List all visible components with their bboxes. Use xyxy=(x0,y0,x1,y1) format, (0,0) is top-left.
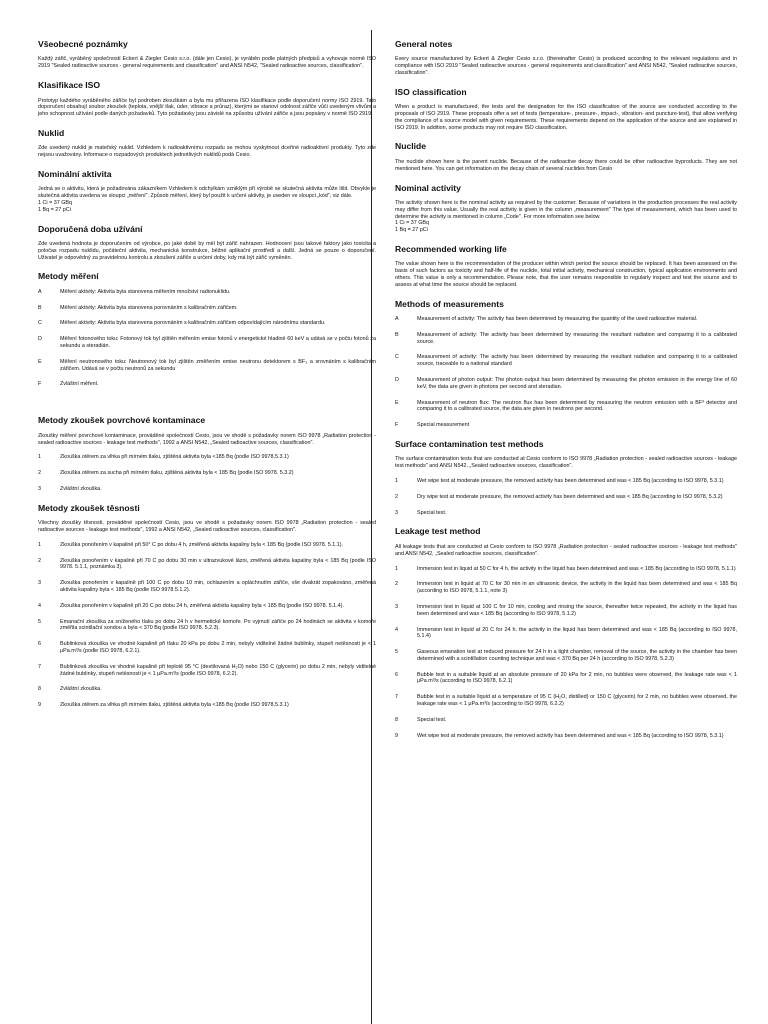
list-item xyxy=(38,641,376,655)
list-item xyxy=(395,422,737,429)
section-leak-tests-cz xyxy=(38,504,376,709)
list-item xyxy=(38,664,376,678)
item-marker: 9 xyxy=(38,702,41,709)
item-text: Immersion test in liquid at 20 C for 24 h. the activity in the liquid has been determined and was < 185 Bq (according to ISO 9978, 5.1.4) xyxy=(417,626,737,640)
item-marker: C xyxy=(395,354,399,361)
item-marker: 7 xyxy=(395,694,398,701)
list-item xyxy=(38,305,376,312)
methods-list xyxy=(38,289,376,388)
item-text: Zkouška otěrem za sucha při mírném tlaku, zjištěná aktivita byla < 185 Bq (podle ISO 9978. 5.3.2) xyxy=(60,470,294,477)
section-heading: Všeobecné poznámky xyxy=(38,39,128,49)
item-text: Measurement of photon output: The photon output has been determined by measuring the photon emission in the energy line of 60 keV, the data are given in photons per second and steradian. xyxy=(417,377,737,390)
list-item xyxy=(38,603,376,610)
section-methods-en xyxy=(395,300,737,429)
item-marker: 5 xyxy=(395,649,398,656)
section-text: Všechny zkoušky těsnosti, prováděné společností Cesio, jsou ve shodě s požadavky norem ISO 9978 „Radiation protection - sealed radioactive sources - leakage test methods", 1992 a ANSI N542, „Sealed radioactive sources, classification". xyxy=(38,520,376,533)
section-heading: Surface contamination test methods xyxy=(395,439,544,450)
item-marker: 3 xyxy=(395,509,398,516)
section-text: Jedná se o aktivitu, která je požadována zákazníkem Vzhledem k odchylkám vzniklým při výrobě se skutečná aktivita může lišit. Obvykle je skutečná aktivita uvedena ve sloupci „měření". Způsob měření, který byl použit k určení aktivity, je uveden ve sloupci „kód", viz dále. xyxy=(38,186,376,200)
item-text: Zkouška ponořením v kapalině při 20 C po dobu 24 h, změřená aktivita kapaliny byla < 185 Bq (podle ISO 9978. 5.1.4). xyxy=(60,602,344,609)
section-nuclide-cz xyxy=(38,129,376,159)
methods-list xyxy=(395,316,737,429)
section-surface-tests-en xyxy=(395,440,737,516)
item-text: Bubble test in a suitable liquid at an absolute pressure of 20 kPa for 2 min, no bubbles were observed, the leakage rate was < 1 μPa.m³/s (according to ISO 9978, 6.2.1) xyxy=(417,671,737,685)
section-working-life-cz xyxy=(38,225,376,262)
list-item xyxy=(38,542,376,549)
item-text: Bublinková zkouška ve vhodné kapalině při tlaku 20 kPa po dobu 2 min, nebyly viditelné žádné bublinky, stupeň netěsnosti je < 1 μPa.m³/s (podle ISO 9978, 6.2.1). xyxy=(60,641,376,654)
item-marker: 1 xyxy=(38,541,41,548)
item-marker: 4 xyxy=(38,602,41,609)
item-marker: 1 xyxy=(395,565,398,572)
list-item xyxy=(395,332,737,346)
section-heading: ISO classification xyxy=(395,86,467,97)
list-item xyxy=(38,558,376,572)
list-item xyxy=(395,672,737,686)
item-marker: E xyxy=(38,358,42,365)
section-text: Každý zářič, vyráběný společností Eckert & Ziegler Cesio s.r.o. (dále jen Cesio), je vyráběn podle platných předpisů a vyhovuje normě ISO 2919 "Sealed radioactive sources - general requirements and classification" and ANSI N542, "Sealed radioactive sources, classification". xyxy=(38,56,376,70)
item-text: Immersion test in liquid at 100 C for 10 min, cooling and rinsing the source, thereafter twice repeated, the activity in the liquid has been determined and was < 185 Bq (according to ISO 9978, 5.1.2) xyxy=(417,603,737,617)
list-item xyxy=(38,686,376,693)
section-activity-cz xyxy=(38,170,376,214)
item-text: Zkouška ponořením v kapalině při 100 C po dobu 10 min, ochlazením a opláchnutím zářiče, vše dvakrát zopakováno, změřená aktivita kapaliny byla < 185 Bq (podle ISO 9978.5.1.2). xyxy=(60,580,376,593)
item-text: Zkouška ponořením v kapalině při 70 C po dobu 30 min v ultrazvukové lázni, změřená aktivita kapaliny byla < 185 Bq (podle ISO 9978. 5.1.1, poznámka 3). xyxy=(60,557,376,571)
list-item xyxy=(38,486,376,493)
left-column xyxy=(38,40,376,720)
surface-tests-list xyxy=(38,454,376,492)
item-text: Bublinková zkouška ve vhodné kapalině při teplotě 95 °C (destilovaná H₂O) nebo 150 C (glycerin) po dobu 2 min, nebyly viditelné žádné bublinky, stupeň netěsnosti je < 1 μPa.m³/s (podle ISO 9978, 6.2.2). xyxy=(60,663,376,677)
section-text: The nuclide shown here is the parent nuclide. Because of the radioactive decay there could be other radioactive byproducts. They are not mentioned here. You can get information on the decay chain of several nuclides from Cesio xyxy=(395,158,737,172)
item-text: Měření aktivity: Aktivita byla stanovena porovnáním s kalibračním zářičem. xyxy=(60,304,238,311)
list-item xyxy=(395,510,737,517)
item-text: Zkouška ponořením v kapalině při 50° C po dobu 4 h, změřená aktivita kapaliny byla < 185 Bq (podle ISO 9978. 5.1.1). xyxy=(60,541,344,548)
item-marker: 2 xyxy=(395,493,398,500)
list-item xyxy=(395,627,737,641)
unit-conversion-line: 1 Ci = 37 GBq xyxy=(38,199,73,206)
section-heading: Metody měření xyxy=(38,271,99,282)
item-marker: D xyxy=(395,377,399,384)
section-text: Zde uvedený nuklid je mateřský nuklid. Vzhledem k radioaktivnímu rozpadu se mohou vyskytnout dceřiné radioaktivní produkty. Tyto zde nejsou uvažovány. Informace o rozpadových produktech jednotlivých nuklidů podá Cesio. xyxy=(38,145,376,159)
unit-conversion-line: 1 Bq = 27 pCi xyxy=(38,206,71,213)
item-text: Gaseous emanation test at reduced pressure for 24 h in a tight chamber, removal of the source, the activity in the chamber has been determined with a scintillation counting technique and was < 370 Bq per 24 h (according to ISO 9978, 5.2.3) xyxy=(417,649,737,662)
section-heading: Nuklid xyxy=(38,127,65,138)
list-item xyxy=(395,604,737,618)
section-heading: Klasifikace ISO xyxy=(38,80,101,91)
section-methods-cz xyxy=(38,272,376,388)
section-heading: Methods of measurements xyxy=(395,298,504,309)
section-heading: Nuclide xyxy=(395,141,427,152)
item-marker: 3 xyxy=(395,603,398,610)
list-item xyxy=(395,694,737,708)
section-nuclide-en xyxy=(395,142,737,172)
item-text: Special measurement xyxy=(417,422,470,429)
item-marker: 1 xyxy=(395,478,398,485)
section-heading: Recommended working life xyxy=(395,243,507,254)
section-surface-tests-cz xyxy=(38,416,376,492)
item-marker: 5 xyxy=(38,618,41,625)
item-marker: 3 xyxy=(38,485,41,492)
section-text: All leakage tests that are conducted at Cesio conform to ISO 9978 „Radiation protection - sealed radioactive sources - leakage test methods" and ANSI N542, „Sealed radioactive sources, classification". xyxy=(395,543,737,557)
list-item xyxy=(395,649,737,663)
section-heading: General notes xyxy=(395,39,453,49)
item-text: Measurement of activity: The activity has been determined by measuring the resultant radiation and comparing it to a calibrated source. xyxy=(417,331,737,345)
list-item xyxy=(38,619,376,633)
list-item xyxy=(395,494,737,501)
list-item xyxy=(395,354,737,368)
item-text: Wet wipe test at moderate pressure, the removed activity has been determined and was < 185 Bq (according to ISO 9978, 5.3.1) xyxy=(417,478,724,485)
item-text: Wet wipe test at moderate pressure, the removed activity has been determined and was < 185 Bq (according to ISO 9978, 5.3.1) xyxy=(417,732,724,739)
item-marker: A xyxy=(395,316,399,323)
item-text: Měření aktivity: Aktivita byla stanovena měřením množství radionuklidu. xyxy=(60,288,231,295)
item-marker: E xyxy=(395,399,399,406)
section-classification-en xyxy=(395,88,737,132)
item-marker: D xyxy=(38,336,42,343)
item-text: Measurement of neutron flux: The neutron flux has been determined by measuring the neutron emission with a BF³ detector and comparing it to a calibrated source, the data are given in neutrons per second. xyxy=(417,399,737,413)
item-marker: A xyxy=(38,288,42,295)
section-leak-tests-en xyxy=(395,527,737,739)
section-heading: Nominální aktivita xyxy=(38,168,112,179)
list-item xyxy=(38,470,376,477)
item-marker: 4 xyxy=(395,626,398,633)
right-column xyxy=(395,40,737,750)
section-heading: Nominal activity xyxy=(395,182,461,193)
item-marker: C xyxy=(38,320,42,327)
list-item xyxy=(38,702,376,709)
item-marker: 3 xyxy=(38,580,41,587)
item-text: Immersion test in liquid at 70 C for 30 min in an ultrasonic device, the activity in the liquid has been determined and was < 185 Bq (according to ISO 9978, 5.1.1, note 3) xyxy=(417,581,737,595)
list-item xyxy=(38,454,376,461)
section-text: The surface contamination tests that are conducted at Cesio conform to ISO 9978 „Radiation protection - sealed radioactive sources - leakage test methods" and ANSI N542, „Sealed radioactive sources, classification". xyxy=(395,456,737,470)
unit-conversion-line: 1 Bq = 27 pCi xyxy=(395,227,428,234)
item-text: Special test. xyxy=(417,509,447,516)
item-marker: 2 xyxy=(38,470,41,477)
section-text: The value shown here is the recommendation of the producer within which period the source should be replaced. It has been assessed on the basis of such factors as toxicity and half-life of the nuclide, total initial activity, mechanical construction, typical application environments and others. This value is only a recommendation. Please note, that the user remains responsible to regularly inspect and test the source and to assess at what time the source should be replaced. xyxy=(395,261,737,288)
item-marker: B xyxy=(38,304,42,311)
item-text: Zvláštní zkouška. xyxy=(60,485,102,492)
item-text: Měření aktivity: Aktivita byla stanovena porovnáním s kalibračním zářičem odpovídajícím národnímu standardu. xyxy=(60,320,326,327)
list-item xyxy=(395,478,737,485)
item-marker: 1 xyxy=(38,454,41,461)
list-item xyxy=(395,733,737,740)
item-text: Měření fotonového toku: Fotonový tok byl zjištěn měřením emise fotonů v energetické hladině 60 keV a udává se v počtu fotonů za sekundu a steradián. xyxy=(60,336,376,350)
item-text: Dry wipe test at moderate pressure, the removed activity has been determined and was < 185 Bq (according to ISO 9978, 5.3.2) xyxy=(417,493,723,500)
item-text: Zvláštní měření. xyxy=(60,381,99,388)
item-marker: B xyxy=(395,331,399,338)
section-classification-cz xyxy=(38,81,376,118)
leak-tests-list xyxy=(395,566,737,740)
item-text: Measurement of activity: The activity has been determined by measuring the quantity of the used radioactive material. xyxy=(417,316,698,323)
surface-tests-list xyxy=(395,478,737,516)
list-item xyxy=(38,289,376,296)
list-item xyxy=(395,581,737,595)
list-item xyxy=(395,717,737,724)
list-item xyxy=(38,336,376,350)
section-working-life-en xyxy=(395,245,737,289)
list-item xyxy=(395,566,737,573)
item-text: Zkouška otěrem za vlhka při mírném tlaku, zjištěná aktivita byla <185 Bq (podle ISO 9978.5.3.1) xyxy=(60,702,289,709)
list-item xyxy=(38,580,376,594)
list-item xyxy=(38,359,376,373)
list-item xyxy=(395,377,737,391)
item-marker: 6 xyxy=(38,641,41,648)
section-general-notes-cz xyxy=(38,40,376,70)
section-text: Zkoušky měření povrchové kontaminace, prováděné společností Cesio, jsou ve shodě s požadavky norem ISO 9978 „Radiation protection - sealed radioactive sources - leakage test methods", 1992 a ANSI N542, „Sealed radioactive sources, classification". xyxy=(38,432,376,446)
list-item xyxy=(395,400,737,414)
item-marker: 2 xyxy=(395,581,398,588)
section-text: Prototyp každého vyráběného zářiče byl podroben zkouškám a byla mu přiřazena ISO klasifikace podle doporučení normy ISO 2919. Tato doporučení obsahují soubor zkoušek (teplota, vnější tlak, úder, vibrace a průraz), kterými se stanoví odolnost zářiče vůči uvedeným vlivům a jeho schopnost užívání podle daných požadavků. Tyto požadavky jsou závislé na způsobu užívání zářiče a jsou popsány v normě ISO 2919. xyxy=(38,97,376,118)
section-text: The activity shown here is the nominal activity as required by the customer. Because of variations in the production processes the real activity may differ from this value. Usually the real activity is given in the column „measurement" The type of measurement, which has been used to determine the activity is mentioned in column „Code". For more information see below. xyxy=(395,199,737,220)
item-text: Emanační zkouška za sníženého tlaku po dobu 24 h v hermetické komoře. Po vyjmutí zářiče po 24 hodinách se aktivita v komoře změřila scintilační sondou a byla < 370 Bq (podle ISO 9978. 5.2.3). xyxy=(60,618,376,632)
leak-tests-list xyxy=(38,542,376,709)
item-marker: 6 xyxy=(395,671,398,678)
unit-conversion-line: 1 Ci = 37 GBq xyxy=(395,220,430,227)
item-marker: 2 xyxy=(38,557,41,564)
item-text: Zvláštní zkouška. xyxy=(60,686,102,693)
item-marker: 9 xyxy=(395,732,398,739)
item-text: Special test. xyxy=(417,716,447,723)
section-text: Zde uvedená hodnota je doporučením od výrobce, po jaké době by měl být zářič nahrazen. Hodnocení jsou takové faktory jako toxicita a poločas rozpadu nuklidu, počáteční aktivita, mechanická konstrukce, běžné aplikační prostředí a další. Jedná se pouze o doporučení. Uživatel je odpovědný za pravidelnou kontrolu a zkoušení zářiče a určení doby, kdy má být zářič vyměněn. xyxy=(38,241,376,261)
item-text: Measurement of activity: The activity has been determined by measuring the resultant radiation and comparing it to a calibrated source, traceable to a national standard xyxy=(417,354,737,368)
list-item xyxy=(395,316,737,323)
item-text: Immersion test in liquid at 50 C for 4 h, the activity in the liquid has been determined and was < 185 Bq (according to ISO 9978, 5.1.1) xyxy=(417,565,736,572)
section-heading: Metody zkoušek povrchové kontaminace xyxy=(38,415,206,426)
item-text: Bubble test in a suitable liquid at a temperature of 95 C (H₂O, distilled) or 150 C (glycerin) for 2 min, no bubbles were observed, the leakage rate was < 1 μPa.m³/s (according to ISO 9978, 6.2.2) xyxy=(417,694,737,708)
item-marker: 7 xyxy=(38,663,41,670)
item-text: Zkouška otěrem za vlhka při mírném tlaku, zjištěná aktivita byla <185 Bq (podle ISO 9978.5.3.1) xyxy=(60,454,289,461)
section-text: Every source manufactured by Eckert & Ziegler Cesio s.r.o. (thereinafter Cesio) is produced according to the relevant regulations and in compliance with ISO 2919 "Sealed radioactive sources - general requirements and classification" and ANSI N542, "Sealed radioactive sources, classification". xyxy=(395,56,737,77)
list-item xyxy=(38,320,376,327)
section-heading: Doporučená doba užívání xyxy=(38,223,143,234)
section-general-notes-en xyxy=(395,40,737,77)
section-heading: Metody zkoušek těsnosti xyxy=(38,502,140,513)
section-heading: Leakage test method xyxy=(395,526,481,537)
item-marker: 8 xyxy=(395,716,398,723)
section-text: When a product is manufactured, the tests and the designation for the ISO classification of the source are conducted according to the proposals of ISO 2919. These proposals offer a set of tests (temperature-, pressure-, impact-, vibration- and puncture-test), that allow verifying the compliance of a source model with given requirements. These requirements depend on the application of the source and are explained in ISO 2919. In addition, some products may not require ISO classification. xyxy=(395,104,737,131)
list-item xyxy=(38,381,376,388)
item-text: Měření neutronového toku: Neutronový tok byl zjištěn změřením emise neutronu detektorem s BF₃ a srovnáním s kalibračním zářičem. Udává se v počtu neutronů za sekundu xyxy=(60,358,376,372)
item-marker: F xyxy=(38,381,42,388)
item-marker: 8 xyxy=(38,686,41,693)
section-activity-en xyxy=(395,184,737,234)
item-marker: F xyxy=(395,422,399,429)
